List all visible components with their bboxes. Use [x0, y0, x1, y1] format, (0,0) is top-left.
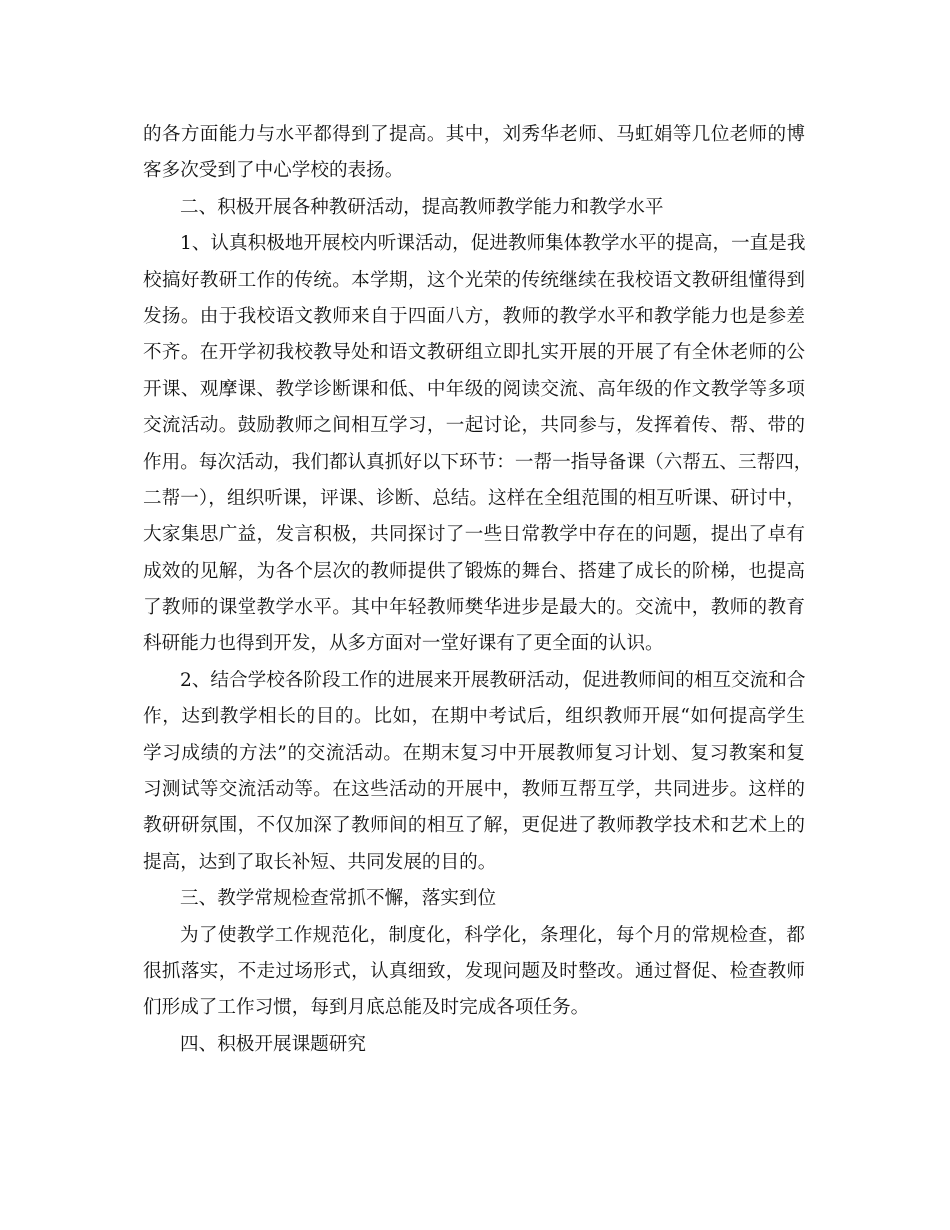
- text-line: 不齐。在开学初我校教导处和语文教研组立即扎实开展的开展了有全休老师的公: [143, 342, 805, 364]
- text-line: 了教师的课堂教学水平。其中年轻教师樊华进步是最大的。交流中，教师的教育: [143, 597, 805, 619]
- text-line: 三、教学常规检查常抓不懈，落实到位: [180, 888, 497, 910]
- document-body: [143, 117, 813, 1063]
- text-line: 交流活动。鼓励教师之间相互学习，一起讨论，共同参与，发挥着传、帮、带的: [143, 415, 805, 437]
- text-line: 的各方面能力与水平都得到了提高。其中，刘秀华老师、马虹娟等几位老师的博: [143, 124, 805, 145]
- text-line: 开课、观摩课、教学诊断课和低、中年级的阅读交流、高年级的作文教学等多项: [143, 378, 805, 400]
- text-line: 四、积极开展课题研究: [180, 1033, 366, 1055]
- text-line: 成效的见解，为各个层次的教师提供了锻炼的舞台、搭建了成长的阶梯，也提高: [143, 560, 805, 582]
- text-line: 1、认真积极地开展校内听课活动，促进教师集体教学水平的提高，一直是我: [180, 233, 806, 255]
- section-heading: [143, 190, 805, 226]
- text-line: 作用。每次活动，我们都认真抓好以下环节：一帮一指导备课（六帮五、三帮四，: [143, 451, 813, 473]
- text-line: 习测试等交流活动等。在这些活动的开展中，教师互帮互学，共同进步。这样的: [143, 779, 805, 801]
- text-line: 学习成绩的方法”的交流活动。在期末复习中开展教师复习计划、复习教案和复: [143, 742, 805, 764]
- text-line: 科研能力也得到开发，从多方面对一堂好课有了更全面的认识。: [143, 633, 664, 655]
- paragraph: [143, 663, 805, 881]
- text-line: 为了使教学工作规范化，制度化，科学化，条理化，每个月的常规检查，都: [180, 924, 805, 946]
- text-line: 作，达到教学相长的目的。比如，在期中考试后，组织教师开展“如何提高学生: [143, 706, 805, 728]
- section-heading: [143, 881, 805, 917]
- paragraph: [143, 117, 805, 190]
- text-line: 客多次受到了中心学校的表扬。: [143, 160, 404, 182]
- section-heading: [143, 1027, 805, 1063]
- paragraph: [143, 918, 805, 1027]
- text-line: 提高，达到了取长补短、共同发展的目的。: [143, 851, 497, 873]
- text-line: 大家集思广益，发言积极，共同探讨了一些日常教学中存在的问题，提出了卓有: [143, 524, 805, 546]
- text-line: 校搞好教研工作的传统。本学期，这个光荣的传统继续在我校语文教研组懂得到: [143, 269, 805, 291]
- text-line: 们形成了工作习惯，每到月底总能及时完成各项任务。: [143, 997, 590, 1019]
- text-line: 二、积极开展各种教研活动，提高教师教学能力和教学水平: [180, 196, 664, 218]
- text-line: 发扬。由于我校语文教师来自于四面八方，教师的教学水平和教学能力也是参差: [143, 305, 805, 327]
- text-line: 2、结合学校各阶段工作的进展来开展教研活动，促进教师间的相互交流和合: [180, 669, 806, 691]
- paragraph: [143, 226, 813, 663]
- text-line: 二帮一），组织听课，评课、诊断、总结。这样在全组范围的相互听课、研讨中，: [143, 487, 805, 509]
- text-line: 很抓落实，不走过场形式，认真细致，发现问题及时整改。通过督促、检查教师: [143, 960, 805, 982]
- text-line: 教研研氛围，不仅加深了教师间的相互了解，更促进了教师教学技术和艺术上的: [143, 815, 805, 837]
